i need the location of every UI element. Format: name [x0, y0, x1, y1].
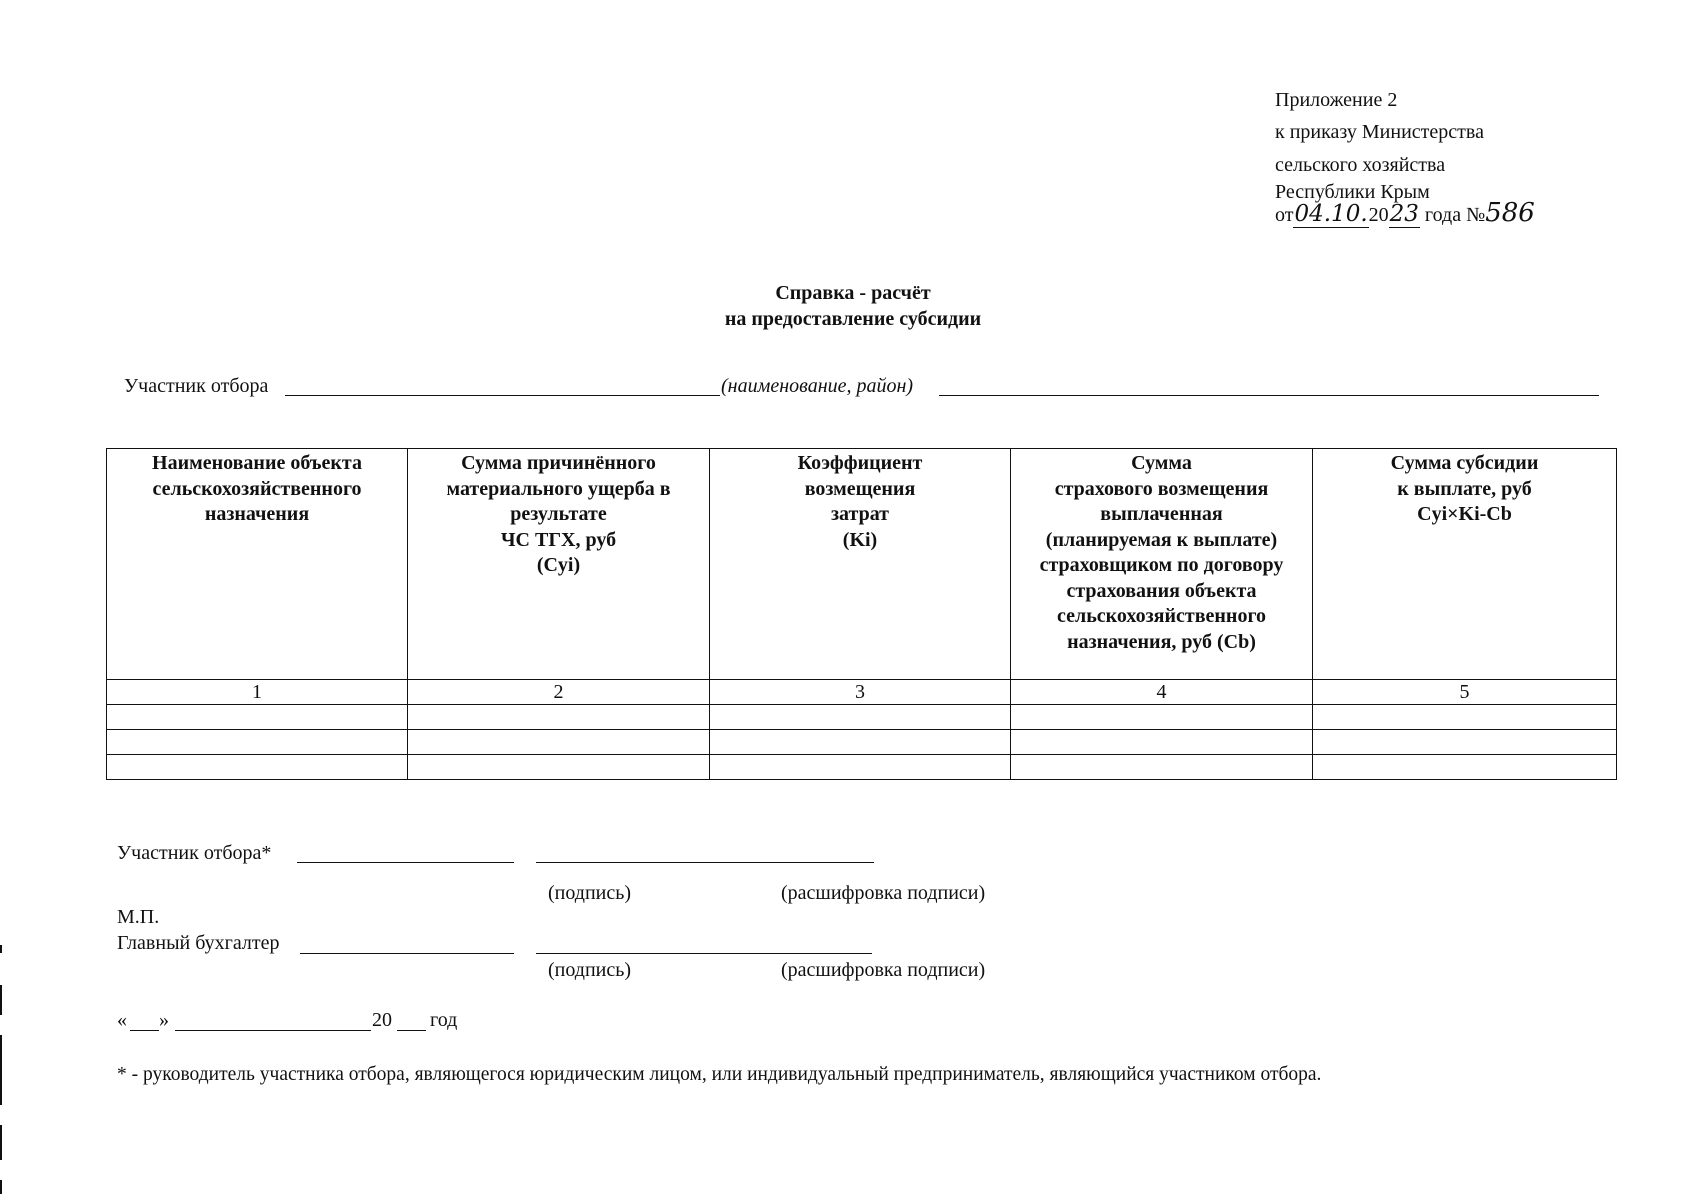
- column-number: 3: [710, 680, 1011, 705]
- table-cell: [107, 705, 408, 730]
- table-cell: [107, 755, 408, 780]
- table-cell: [1313, 705, 1617, 730]
- scan-margin-mark: [0, 1180, 2, 1194]
- scan-margin-mark: [0, 1125, 2, 1160]
- footnote: * - руководитель участника отбора, являющегося юридическим лицом, или индивидуальный предприниматель, являющийся участником отбора.: [117, 1064, 1322, 1085]
- participant-decoding-line: [536, 862, 874, 863]
- participant-district-line: [939, 395, 1599, 396]
- table-row: [107, 730, 1617, 755]
- header-coefficient: Коэффициент возмещения затрат (Ki): [710, 449, 1011, 680]
- table-cell: [710, 755, 1011, 780]
- signature-hint: (подпись): [548, 959, 632, 981]
- order-date-line: [1275, 198, 1535, 228]
- participant-signature-label: Участник отбора*: [117, 842, 272, 864]
- year-prefix: 20: [1368, 204, 1389, 226]
- scan-margin-mark: [0, 985, 2, 1015]
- table-cell: [408, 730, 710, 755]
- signature-hint: (подпись): [548, 882, 632, 904]
- date-year-suffix: год: [430, 1009, 458, 1031]
- table-cell: [710, 730, 1011, 755]
- order-date-handwritten: 04.10.: [1294, 201, 1368, 227]
- table-row: [107, 705, 1617, 730]
- order-number-handwritten: 586: [1485, 198, 1535, 228]
- date-year-line: [397, 1030, 426, 1031]
- table-header-row: [107, 449, 1617, 680]
- participant-hint: (наименование, район): [721, 375, 914, 397]
- decoding-hint: (расшифровка подписи): [781, 959, 986, 981]
- column-number: 4: [1011, 680, 1313, 705]
- appendix-line-2: к приказу Министерства: [1275, 121, 1484, 143]
- table-cell: [1313, 755, 1617, 780]
- table-cell: [1011, 755, 1313, 780]
- appendix-line-3: сельского хозяйства: [1275, 154, 1446, 176]
- date-day-line: [130, 1030, 159, 1031]
- header-damage-sum: Сумма причинённого материального ущерба в результате ЧС ТГХ, руб (Cyi): [408, 449, 710, 680]
- date-month-line: [175, 1030, 371, 1031]
- column-number-row: [107, 680, 1617, 705]
- appendix-line-4: Республики Крым: [1275, 181, 1430, 203]
- date-open-quote: «: [117, 1009, 127, 1031]
- column-number: 2: [408, 680, 710, 705]
- table-cell: [1011, 705, 1313, 730]
- year-suffix: года №: [1424, 204, 1486, 226]
- column-number: 5: [1313, 680, 1617, 705]
- accountant-signature-line: [300, 953, 514, 954]
- scan-margin-mark: [0, 1035, 2, 1105]
- scan-margin-mark: [0, 945, 2, 953]
- header-subsidy-sum: Сумма субсидии к выплате, руб Cyi×Ki-Cb: [1313, 449, 1617, 680]
- decoding-hint: (расшифровка подписи): [781, 882, 986, 904]
- table-cell: [1011, 730, 1313, 755]
- column-number: 1: [107, 680, 408, 705]
- stamp-place: М.П.: [117, 906, 160, 928]
- header-insurance-sum: Сумма страхового возмещения выплаченная (планируемая к выплате) страховщиком по договору страхования объекта сельскохозяйственного назначения, руб (Cb): [1011, 449, 1313, 680]
- date-year-prefix: 20: [372, 1009, 392, 1031]
- accountant-label: Главный бухгалтер: [117, 932, 280, 954]
- date-close-quote: »: [159, 1009, 169, 1031]
- document-title: Справка - расчёт: [775, 282, 931, 304]
- accountant-decoding-line: [536, 953, 872, 954]
- subsidy-table: [106, 448, 1617, 780]
- from-prefix: от: [1275, 204, 1294, 226]
- participant-name-line: [285, 395, 720, 396]
- table-cell: [107, 730, 408, 755]
- table-cell: [710, 705, 1011, 730]
- table-row: [107, 755, 1617, 780]
- document-subtitle: на предоставление субсидии: [724, 308, 982, 330]
- participant-signature-line: [297, 862, 514, 863]
- table-cell: [1313, 730, 1617, 755]
- header-object-name: Наименование объекта сельскохозяйственного назначения: [107, 449, 408, 680]
- appendix-line-1: Приложение 2: [1275, 89, 1398, 111]
- participant-label: Участник отбора: [124, 375, 269, 397]
- table-cell: [408, 705, 710, 730]
- table-cell: [408, 755, 710, 780]
- order-year-handwritten: 23: [1389, 201, 1419, 227]
